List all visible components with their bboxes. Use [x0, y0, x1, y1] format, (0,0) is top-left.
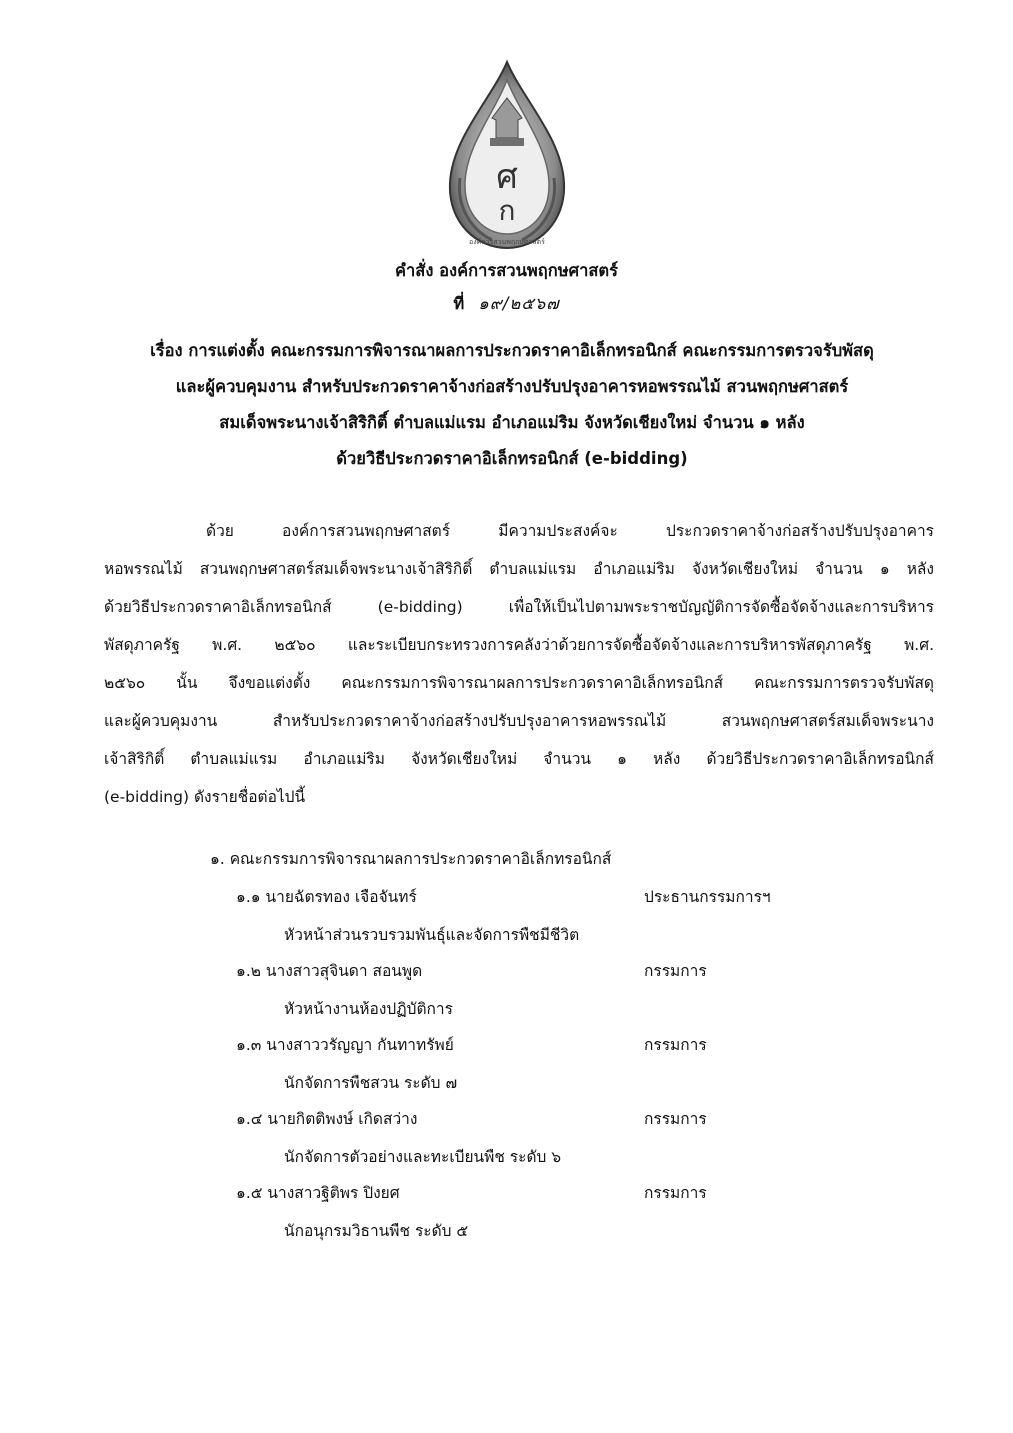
member-role: กรรมการ [644, 962, 707, 980]
member-name: ๑.๑ นายฉัตรทอง เจือจันทร์ [236, 888, 417, 906]
member-name: ๑.๔ นายกิตติพงษ์ เกิดสว่าง [236, 1110, 418, 1128]
subject-line: และผู้ควบคุมงาน สำหรับประกวดราคาจ้างก่อสร้างปรับปรุงอาคารหอพรรณไม้ สวนพฤกษศาสตร์ [175, 377, 849, 396]
body-line: ด้วยวิธีประกวดราคาอิเล็กทรอนิกส์ (e-bidding) เพื่อให้เป็นไปตามพระราชบัญญัติการจัดซื้อจัดจ้างและการบริหาร [104, 598, 934, 616]
committee-member [236, 1106, 916, 1180]
member-role: กรรมการ [644, 1184, 707, 1202]
committee-member [236, 884, 916, 958]
body-line: เจ้าสิริกิติ์ ตำบลแม่แรม อำเภอแม่ริม จังหวัดเชียงใหม่ จำนวน ๑ หลัง ด้วยวิธีประกวดราคาอิเล็กทรอนิกส์ [104, 750, 934, 768]
committee-member [236, 1032, 916, 1106]
body-line: หอพรรณไม้ สวนพฤกษศาสตร์สมเด็จพระนางเจ้าสิริกิติ์ ตำบลแม่แรม อำเภอแม่ริม จังหวัดเชียงใหม่ จำนวน ๑ หลัง [104, 560, 934, 578]
member-role: กรรมการ [644, 1036, 707, 1054]
body-line: (e-bidding) ดังรายชื่อต่อไปนี้ [104, 788, 306, 806]
body-line: ๒๕๖๐ นั้น จึงขอแต่งตั้ง คณะกรรมการพิจารณาผลการประกวดราคาอิเล็กทรอนิกส์ คณะกรรมการตรวจรับพัสดุ [104, 674, 934, 692]
botanical-garden-logo [432, 58, 582, 258]
svg-text:ก: ก [498, 194, 516, 227]
committee-heading: ๑. คณะกรรมการพิจารณาผลการประกวดราคาอิเล็กทรอนิกส์ [210, 850, 612, 868]
committee-member [236, 1180, 916, 1254]
committee-member [236, 958, 916, 1032]
body-line: พัสดุภาครัฐ พ.ศ. ๒๕๖๐ และระเบียบกระทรวงการคลังว่าด้วยการจัดซื้อจัดจ้างและการบริหารพัสดุภาครัฐ พ.ศ. [104, 636, 934, 654]
body-line: ด้วย องค์การสวนพฤกษศาสตร์ มีความประสงค์จะ ประกวดราคาจ้างก่อสร้างปรับปรุงอาคาร [206, 522, 934, 540]
order-number: ๑๙/๒๕๖๗ [478, 294, 560, 313]
order-number-label: ที่ [453, 294, 465, 313]
member-role: ประธานกรรมการฯ [644, 888, 771, 906]
subject-line: ด้วยวิธีประกวดราคาอิเล็กทรอนิกส์ (e-bidding) [336, 449, 688, 468]
svg-text:ศ: ศ [496, 157, 518, 197]
body-paragraph [104, 512, 934, 816]
member-position: นักอนุกรมวิธานพืช ระดับ ๕ [284, 1222, 469, 1240]
member-position: นักจัดการตัวอย่างและทะเบียนพืช ระดับ ๖ [284, 1148, 562, 1166]
member-position: นักจัดการพืชสวน ระดับ ๗ [284, 1074, 458, 1092]
body-line: และผู้ควบคุมงาน สำหรับประกวดราคาจ้างก่อสร้างปรับปรุงอาคารหอพรรณไม้ สวนพฤกษศาสตร์สมเด็จพระนาง [104, 712, 934, 730]
order-title: คำสั่ง องค์การสวนพฤกษศาสตร์ [394, 261, 619, 280]
member-position: หัวหน้าส่วนรวบรวมพันธุ์และจัดการพืชมีชีวิต [284, 926, 580, 944]
member-name: ๑.๒ นางสาวสุจินดา สอนพูด [236, 962, 423, 980]
member-name: ๑.๓ นางสาววรัญญา กันทาทรัพย์ [236, 1036, 454, 1054]
member-position: หัวหน้างานห้องปฏิบัติการ [284, 1000, 453, 1018]
subject-block [112, 333, 912, 477]
subject-line: เรื่อง การแต่งตั้ง คณะกรรมการพิจารณาผลการประกวดราคาอิเล็กทรอนิกส์ คณะกรรมการตรวจรับพัสดุ [150, 341, 874, 360]
member-name: ๑.๕ นางสาวฐิติพร ปิงยศ [236, 1184, 400, 1202]
subject-line: สมเด็จพระนางเจ้าสิริกิติ์ ตำบลแม่แรม อำเภอแม่ริม จังหวัดเชียงใหม่ จำนวน ๑ หลัง [219, 413, 805, 432]
member-role: กรรมการ [644, 1110, 707, 1128]
order-number-line [60, 291, 953, 317]
logo-text: องค์การสวนพฤกษศาสตร์ [469, 238, 545, 246]
